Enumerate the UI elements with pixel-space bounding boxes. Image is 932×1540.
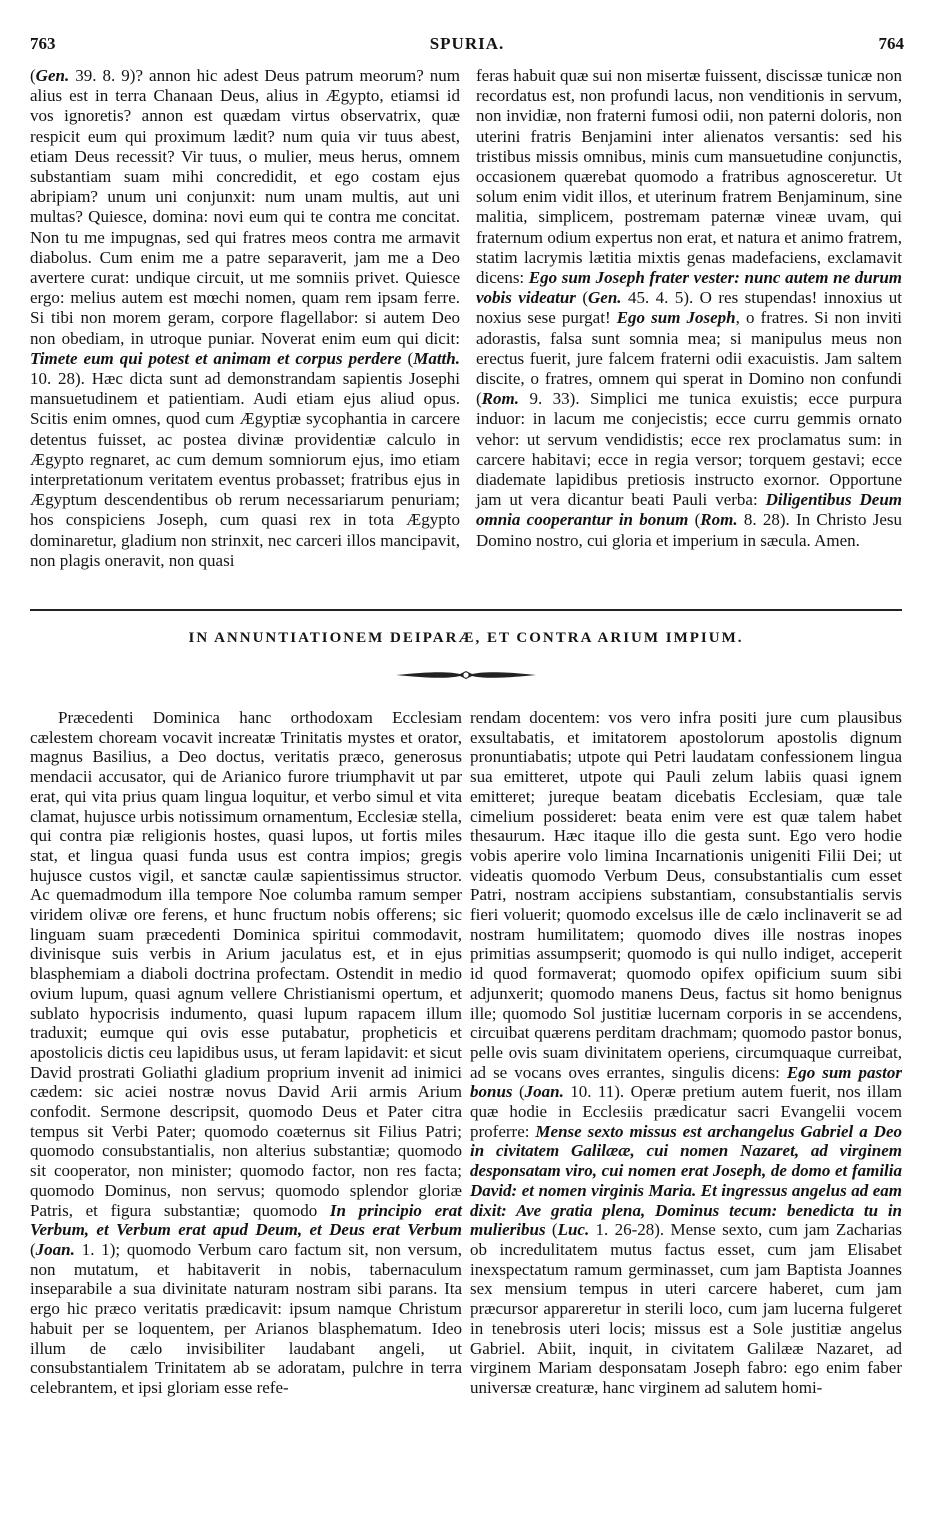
running-title: SPURIA. — [429, 34, 505, 53]
ornament-divider — [386, 664, 546, 686]
paragraph: (Gen. 39. 8. 9)? annon hic adest Deus patrum meorum? num alius est in terra Chanaan Deus, alius in Ægypto, etiamsi id vos ignoretis? annon est quædam virtus observatrix, quæ respicit eum qui proximum lædit? num quia vir tuus abest, etiam Deus recessit? Vir tuus, o mulier, meus herus, omnem substantiam suam mihi concredidit, et ego costam ejus abripiam? unum uni conjunxit: num unam multis, aut uni multas? Quiesce, domina: novi eum qui te contra me concitat. Non tu me impugnas, sed qui fratres meos contra me armavit diabolus. Cum enim me a patre separaverit, jam me a Deo avertere curat: undique circuit, ut me somniis privet. Quiesce ergo: melius autem est mœchi nomen, quam rem ipsam ferre. Si tibi non morem geram, corpore flagellabor: si autem Deo non obediam, in utroque puniar. Noverat enim eum qui dicit: Timete eum qui potest et animam et corpus perdere (Matth. 10. 28). Hæc dicta sunt ad demonstrandam sapientis Josephi mansuetudinem et patientiam. Audi etiam ejus aliud opus. Scitis enim omnes, quod cum Ægyptiæ sycophantia in carcere detentus fuisset, ac postea divinæ providentiæ calculo in Ægypto regnaret, ac cum demum somniorum ejus, imo etiam interpretationum veritatem eventus probasset; fratribus ejus in Ægyptum descendentibus ob rerum necessariarum penuriam; hos conspiciens Joseph, cum quasi rex in tota Ægypto dominaretur, gladium non strinxit, nec carceri illos mancipavit, non plagis oneravit, non quasi — [30, 66, 460, 570]
page-number-left: 763 — [30, 34, 56, 53]
paragraph: feras habuit quæ sui non misertæ fuissent, discissæ tunicæ non recordatus est, non profundi lacus, non venditionis in servum, non invidiæ, non fraterni fumosi odii, non paterni doloris, non uterini fratris Benjamini inter alienatos versantis: sed his tristibus missis omnibus, minis cum mansuetudine conjunctis, occasionem quærebat quomodo a fratribus agnosceretur. Ut solum enim vidit illos, et uterinum fratrem Benjaminum, sine malitia, simplicem, postremam paternæ vineæ uvam, qui fraternum odium expertus non erat, et natura et animo fratrem, statim lacrymis lætitia mixtis genas madefaciens, exclamavit dicens: Ego sum Joseph frater vester: nunc autem ne durum vobis videatur (Gen. 45. 4. 5). O res stupendas! innoxius ut noxius sese purgat! Ego sum Joseph, o fratres. Si non inviti adorastis, falsa sunt somnia mea; si manipulus meus non erectus fuerit, jure falcem fraterni odii exacuistis. Jam saltem discite, o fratres, omnem qui sperat in Domino non confundi (Rom. 9. 33). Simplici me tunica exuistis; ecce purpura induor: in lacum me conjecistis; ecce curru gemmis ornato vehor: ut servum vendidistis; ecce rex proclamatus sum: in carcere habitavi; ecce in regia versor; torquem gestavi; ecce diademate lapidibus pretiosis instructo exornor. Opportune jam ut vera dicantur beati Pauli verba: Diligentibus Deum omnia cooperantur in bonum (Rom. 8. 28). In Christo Jesu Domino nostro, cui gloria et imperium in sæcula. Amen. — [476, 66, 903, 550]
page-header — [30, 34, 904, 56]
column-bottom-left — [30, 708, 462, 1528]
column-top-right — [476, 66, 902, 606]
paragraph: rendam docentem: vos vero infra positi jure cum plausibus exsultabatis, et imitatorem apostolorum apostolis dignum pronuntiabatis; utpote qui Petri laudatam confessionem lingua sua emitteret, utpote qui Pauli zelum labiis quasi ignem emitteret; jureque beatam dicebatis Ecclesiam, quæ tale cimelium possideret: beata enim vere est quæ talem habet thesaurum. Hæc itaque illo die gesta sunt. Ego vero hodie vobis aperire volo limina Incarnationis unigeniti Filii Dei; ut videatis quomodo Verbum Deus, consubstantialis cum esset Patri, nostram accipiens substantiam, consubstantialis servis fieri voluerit; quomodo excelsus ille de cælo inclinaverit se ad nostram humilitatem; quomodo dives ille nostras inopes primitias assumpserit; quomodo is qui nullo indiget, acceperit id quod formaverat; quomodo opifex opificium suum sibi adjunxerit; quomodo manens Deus, factus sit homo benignus ille; quomodo Sol justitiæ lucernam corporis in se accendens, circuibat quærens perditam drachmam; quomodo pastor bonus, pelle ovis suam divinitatem operiens, circumquaque curreibat, ad se vocans oves errantes, singulis dicens: Ego sum pastor bonus (Joan. 10. 11). Operæ pretium autem fuerit, nos illam quæ hodie in Ecclesiis prædicatur sacri Evangelii vocem proferre: Mense sexto missus est archangelus Gabriel a Deo in civitatem Galilææ, cui nomen Nazaret, ad virginem desponsatam viro, cui nomen erat Joseph, de domo et familia David: et nomen virginis Maria. Et ingressus angelus ad eam dixit: Ave gratia plena, Dominus tecum: benedicta tu in mulieribus (Luc. 1. 26-28). Mense sexto, cum jam Zacharias ob incredulitatem mutus factus esset, cum jam Elisabet inexspectatum ramum germinasset, cum jam Baptista Joannes sex mensium tempus in uteri carcere haberet, cum jam præcursor appareretur in sterili loco, cum jam lucerna fulgeret in tenebrosis uteri locis; missus est a Sole justitiæ angelus Gabriel. Abiit, inquit, in civitatem Galilææ Nazaret, ad virginem Mariam desponsatam Joseph fabro: ego enim faber universæ creaturæ, hanc virginem ad salutem homi- — [470, 708, 902, 1397]
page-number-right: 764 — [878, 34, 904, 53]
section-title: IN ANNUNTIATIONEM DEIPARÆ, ET CONTRA ARIUM IMPIUM. — [188, 630, 744, 646]
column-top-left — [30, 66, 460, 606]
column-bottom-right — [470, 708, 902, 1528]
paragraph: Præcedenti Dominica hanc orthodoxam Ecclesiam cælestem choream vocavit increatæ Trinitatis mystes et orator, magnus Basilius, a Deo doctus, veritatis præco, generosus mendacii accusator, qui de Arianico furore triumphavit ut par erat, qui vita prius quam lingua loquitur, et verbo simul et vita clamat, hujusce urbis notissimum ornamentum, Ecclesiæ stella, qui contra piæ religionis hostes, quasi lupos, ut fortis miles stat, et lingua quasi funda usus est contra impios; gregis hujusce custos vigil, et sanctæ caulæ sapientissimus structor. Ac quemadmodum illa tempore Noe columba ramum semper viridem olivæ ore ferens, et hunc fructum nobis offerens; sic linguam suam præcedenti Dominica spiritui commodavit, divinisque suis verbis in Arium jaculatus est, et in ejus blasphemiam a diaboli doctrina profectam. Ostendit in medio ovium lupum, quasi agnum vellere Christianismi opertum, et sublato hypocrisis indumento, quasi lupum rapacem illum traduxit; eumque qui ovis esse putabatur, propheticis et apostolicis dictis ceu lapidibus usus, ut feram lapidavit: et sicut David prostrati Goliathi gladium proprium invenit ad inimici cædem: sic aciei nostræ novus David Arii armis Arium confodit. Sermone descripsit, quomodo Deus et Pater citra tempus sit Verbi Pater; quomodo coæternus sit Filius Patri; quomodo consubstantialis, non alterius substantiæ; quomodo sit cooperator, non minister; quomodo factor, non res facta; quomodo Dominus, non servus; quomodo splendor gloriæ Patris, et figura substantiæ; quomodo In principio erat Verbum, et Verbum erat apud Deum, et Deus erat Verbum (Joan. 1. 1); quomodo Verbum caro factum sit, non versum, non mutatum, et habitaverit in nobis, tabernaculum inseparabile a sua divinitate naturam nostram sibi parans. Ita ergo hic præco veritatis prædicavit: ipsum namque Christum habuit per se loquentem, per Arianos blasphematum. Ideo illum de cælo invisibiliter laudabant angeli, ut consubstantialem Trinitatem ab se adoratam, pulchre in terra celebrantem, et ipsi gloriam esse refe- — [30, 708, 462, 1397]
section-divider — [30, 609, 902, 611]
